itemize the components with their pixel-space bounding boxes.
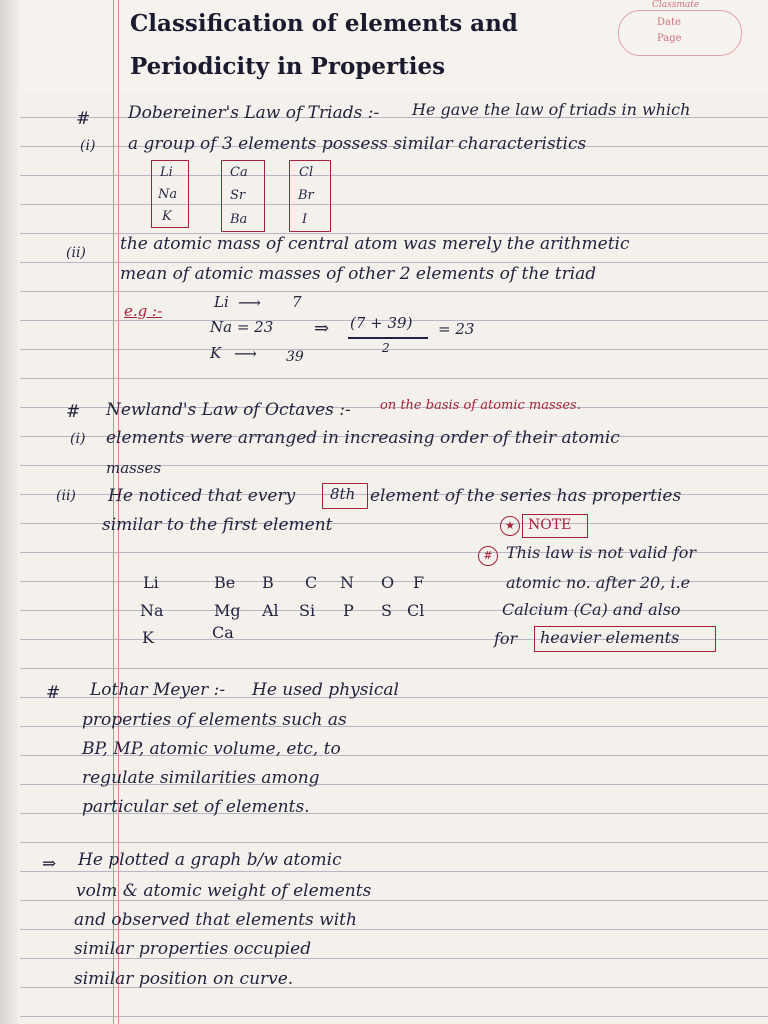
note-label: NOTE	[528, 517, 572, 533]
margin-line	[113, 0, 114, 1024]
point-number: (ii)	[56, 488, 76, 504]
newland-point-1-line1: elements were arranged in increasing order of their atomic	[106, 428, 620, 448]
octave-element: Al	[262, 601, 279, 620]
note-line-4b: heavier elements	[540, 628, 680, 647]
section-marker: #	[76, 109, 91, 129]
triad-element: I	[302, 212, 308, 227]
page-title-line1: Classification of elements and	[130, 10, 518, 37]
dobereiner-point-1: a group of 3 elements possess similar characteristics	[128, 134, 587, 154]
triad-element: Cl	[299, 165, 314, 180]
octave-element: B	[262, 573, 274, 592]
triad-element: Sr	[230, 188, 246, 203]
meyer-line-5: particular set of elements.	[82, 797, 310, 817]
date-page-stamp	[618, 10, 742, 56]
section-marker: #	[46, 683, 61, 703]
dobereiner-point-2-line2: mean of atomic masses of other 2 elements of the triad	[120, 264, 597, 284]
page-label: Page	[657, 33, 682, 44]
point-number: (i)	[80, 138, 96, 154]
octave-element: Ca	[212, 623, 234, 642]
octave-element: Mg	[214, 601, 241, 620]
octave-element: Cl	[407, 601, 425, 620]
triad-element: K	[162, 209, 172, 224]
dobereiner-point-2-line1: the atomic mass of central atom was merely the arithmetic	[120, 234, 630, 254]
note-line-2: atomic no. after 20, i.e	[506, 573, 691, 592]
example-li: Li	[214, 293, 229, 311]
octave-element: S	[381, 601, 392, 620]
brand-logo-text: Classmate	[652, 0, 700, 10]
point-number: (i)	[70, 431, 86, 447]
meyer-graph-line-5: similar position on curve.	[74, 969, 294, 989]
example-k: K	[210, 344, 222, 362]
triad-element: Li	[160, 165, 173, 180]
example-li-mass: 7	[292, 293, 302, 311]
meyer-line-4: regulate similarities among	[82, 768, 320, 788]
example-k-mass: 39	[286, 349, 304, 365]
implies-icon: ⇒	[314, 318, 330, 339]
meyer-line-2: properties of elements such as	[82, 710, 347, 730]
octave-element: O	[381, 573, 395, 592]
meyer-line-3: BP, MP, atomic volume, etc, to	[82, 739, 341, 759]
note-line-3: Calcium (Ca) and also	[502, 600, 681, 619]
page-edge-shadow	[0, 0, 20, 1024]
octave-element: Na	[140, 601, 164, 620]
octave-element: F	[413, 573, 425, 592]
implies-icon: ⇒	[42, 854, 57, 874]
note-line-1: This law is not valid for	[506, 543, 697, 562]
meyer-graph-line-4: similar properties occupied	[74, 939, 312, 959]
date-label: Date	[657, 17, 681, 28]
meyer-line-1: He used physical	[252, 680, 399, 700]
fraction-numerator: (7 + 39)	[350, 314, 413, 332]
dobereiner-heading: Dobereiner's Law of Triads :-	[128, 103, 380, 123]
newland-basis-note: on the basis of atomic masses.	[380, 398, 581, 413]
newland-point-2-b: element of the series has properties	[370, 486, 682, 506]
arrow-right-icon: ⟶	[234, 344, 257, 363]
triad-element: Na	[158, 187, 178, 202]
example-label: e.g :-	[124, 302, 163, 320]
point-number: (ii)	[66, 245, 86, 261]
newland-point-2-line2: similar to the first element	[102, 515, 333, 535]
meyer-heading: Lothar Meyer :-	[90, 680, 226, 700]
octave-element: Be	[214, 573, 236, 592]
octave-element: N	[340, 573, 354, 592]
newland-point-2-a: He noticed that every	[108, 486, 296, 506]
octave-element: K	[142, 628, 154, 647]
fraction-result: = 23	[438, 320, 475, 338]
star-icon: ★	[500, 516, 520, 536]
fraction-bar	[348, 337, 428, 339]
octave-element: C	[305, 573, 318, 592]
dobereiner-intro: He gave the law of triads in which	[412, 100, 691, 119]
eighth-label: 8th	[330, 485, 356, 503]
margin-line-inner	[118, 0, 119, 1024]
octave-element: Li	[143, 573, 159, 592]
meyer-graph-line-2: volm & atomic weight of elements	[76, 881, 372, 901]
triad-element: Ba	[230, 212, 248, 227]
section-marker: #	[66, 402, 81, 422]
newland-heading: Newland's Law of Octaves :-	[106, 400, 351, 420]
page-title-line2: Periodicity in Properties	[130, 53, 446, 80]
triad-element: Br	[298, 188, 314, 203]
example-na: Na = 23	[210, 318, 274, 336]
meyer-graph-line-1: He plotted a graph b/w atomic	[78, 850, 342, 870]
newland-point-1-line2: masses	[106, 459, 162, 477]
note-line-4a: for	[494, 629, 518, 648]
octave-element: Si	[299, 601, 316, 620]
fraction-denominator: 2	[382, 341, 390, 355]
hash-icon: #	[478, 546, 498, 566]
meyer-graph-line-3: and observed that elements with	[74, 910, 357, 930]
arrow-right-icon: ⟶	[238, 293, 261, 312]
triad-element: Ca	[230, 165, 248, 180]
octave-element: P	[343, 601, 354, 620]
